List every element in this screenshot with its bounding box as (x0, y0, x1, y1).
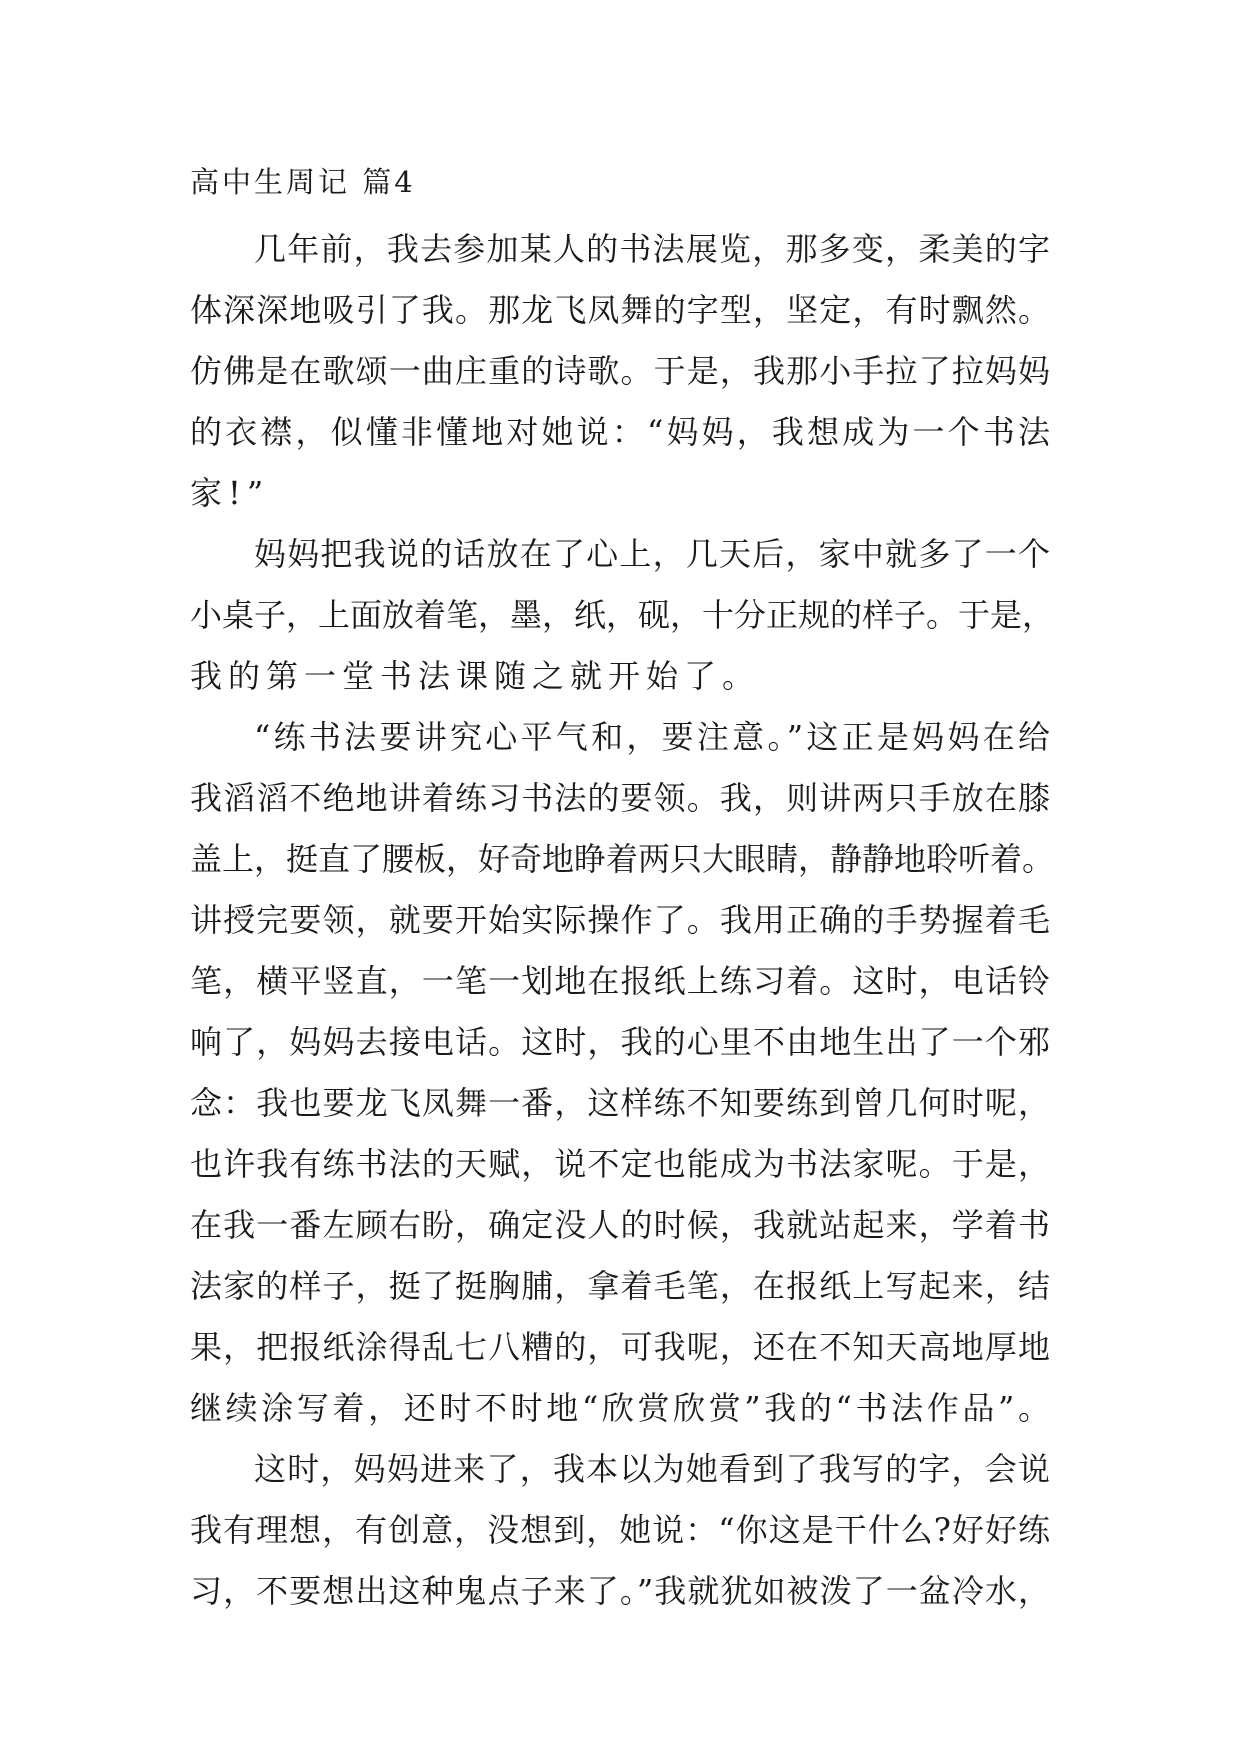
paragraph-4-line-3: 习，不要想出这种鬼点子来了。”我就犹如被泼了一盆冷水， (190, 1572, 1050, 1610)
paragraph-1-line-4: 的衣襟，似懂非懂地对她说：“妈妈，我想成为一个书法 (190, 413, 1050, 451)
paragraph-3-line-1: “练书法要讲究心平气和，要注意。”这正是妈妈在给 (254, 718, 1050, 756)
document-title: 高中生周记 篇4 (190, 165, 416, 199)
paragraph-1-line-5: 家!” (190, 474, 270, 512)
paragraph-3-line-10: 法家的样子，挺了挺胸脯，拿着毛笔，在报纸上写起来，结 (190, 1267, 1050, 1305)
paragraph-2-line-2: 小桌子，上面放着笔，墨，纸，砚，十分正规的样子。于是， (190, 596, 1055, 634)
paragraph-2-line-3: 我的第一堂书法课随之就开始了。 (190, 657, 761, 695)
paragraph-3-line-4: 讲授完要领，就要开始实际操作了。我用正确的手势握着毛 (190, 901, 1050, 939)
paragraph-4-line-1: 这时，妈妈进来了，我本以为她看到了我写的字，会说 (254, 1450, 1050, 1488)
paragraph-3-line-7: 念：我也要龙飞凤舞一番，这样练不知要练到曾几何时呢， (190, 1084, 1050, 1122)
paragraph-3-line-6: 响了，妈妈去接电话。这时，我的心里不由地生出了一个邪 (190, 1023, 1050, 1061)
paragraph-1-line-3: 仿佛是在歌颂一曲庄重的诗歌。于是，我那小手拉了拉妈妈 (190, 352, 1050, 390)
paragraph-1-line-1: 几年前，我去参加某人的书法展览，那多变，柔美的字 (254, 230, 1050, 268)
paragraph-3-line-9: 在我一番左顾右盼，确定没人的时候，我就站起来，学着书 (190, 1206, 1050, 1244)
paragraph-2-line-1: 妈妈把我说的话放在了心上，几天后，家中就多了一个 (254, 535, 1050, 573)
paragraph-3-line-3: 盖上，挺直了腰板，好奇地睁着两只大眼睛，静静地聆听着。 (190, 840, 1055, 878)
paragraph-3-line-8: 也许我有练书法的天赋，说不定也能成为书法家呢。于是， (190, 1145, 1050, 1183)
paragraph-4-line-2: 我有理想，有创意，没想到，她说：“你这是干什么?好好练 (190, 1511, 1050, 1549)
paragraph-3-line-2: 我滔滔不绝地讲着练习书法的要领。我，则讲两只手放在膝 (190, 779, 1050, 817)
paragraph-3-line-12: 继续涂写着，还时不时地“欣赏欣赏”我的“书法作品”。 (190, 1389, 1050, 1427)
paragraph-1-line-2: 体深深地吸引了我。那龙飞凤舞的字型，坚定，有时飘然。 (190, 291, 1050, 329)
paragraph-3-line-5: 笔，横平竖直，一笔一划地在报纸上练习着。这时，电话铃 (190, 962, 1050, 1000)
paragraph-3-line-11: 果，把报纸涂得乱七八糟的，可我呢，还在不知天高地厚地 (190, 1328, 1050, 1366)
